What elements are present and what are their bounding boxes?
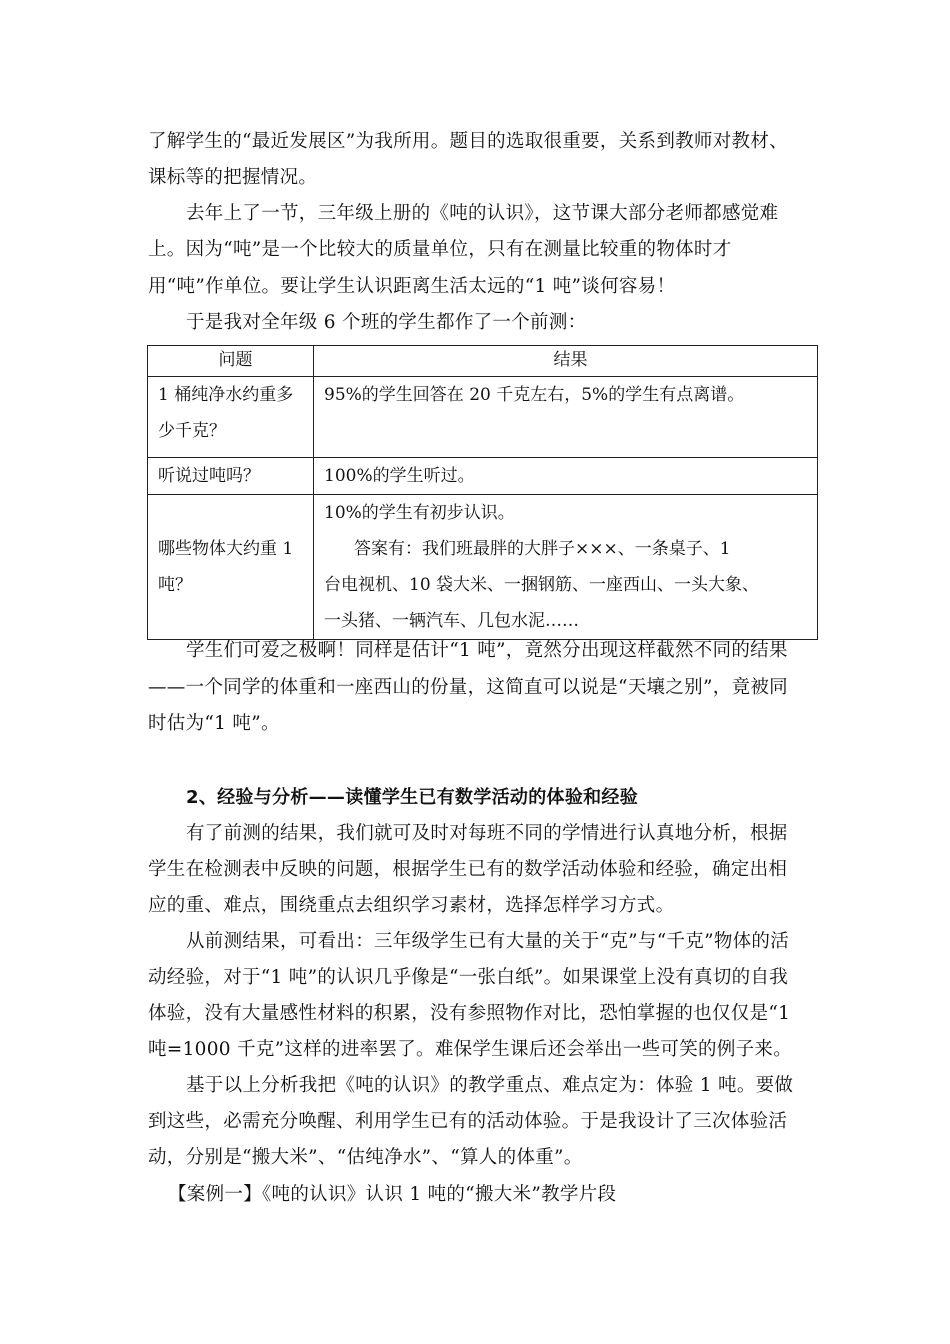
result-cell (314, 458, 818, 495)
text-line: 学生们可爱之极啊！同样是估计“1 吨”，竟然分出现这样截然不同的结果 (186, 640, 788, 661)
result-cell (314, 495, 818, 640)
section-heading: 2、经验与分析——读懂学生已有数学活动的体验和经验 (186, 787, 639, 808)
result-cell (314, 377, 818, 458)
text-line: 去年上了一节，三年级上册的《吨的认识》，这节课大部分老师都感觉难 (186, 203, 779, 224)
text-line: 时估为“1 吨”。 (148, 713, 280, 734)
question-cell (148, 495, 314, 640)
question-cell (148, 377, 314, 458)
text-line: 体验，没有大量感性材料的积累，没有参照物作对比，恐怕掌握的也仅仅是“1 (148, 1003, 791, 1024)
table-row (148, 495, 818, 640)
header-result: 结果 (314, 346, 818, 377)
text-line: 从前测结果，可看出：三年级学生已有大量的关于“克”与“千克”物体的活 (186, 931, 790, 952)
text-line: 吨=1000 千克”这样的进率罢了。难保学生课后还会举出一些可笑的例子来。 (148, 1039, 793, 1060)
question-line: 1 桶纯净水约重多 (158, 385, 294, 405)
text-line: 课标等的把握情况。 (148, 167, 318, 188)
header-question: 问题 (148, 346, 314, 377)
result-line: 100%的学生听过。 (324, 466, 475, 486)
table-header-row (148, 346, 818, 377)
pretest-table (147, 345, 818, 640)
table-row (148, 377, 818, 458)
text-line: 应的重、难点，围绕重点去组织学习素材，选择怎样学习方式。 (148, 895, 675, 916)
text-line: 学生在检测表中反映的问题，根据学生已有的数学活动体验和经验，确定出相 (148, 859, 788, 880)
question-line: 哪些物体大约重 1 (158, 539, 294, 559)
case-title: 【案例一】《吨的认识》认识 1 吨的“搬大米”教学片段 (168, 1184, 617, 1205)
result-line: 95%的学生回答在 20 千克左右，5%的学生有点离谱。 (324, 385, 745, 405)
result-line: 答案有：我们班最胖的大胖子×××、一条桌子、1 (354, 539, 731, 559)
text-line: 基于以上分析我把《吨的认识》的教学重点、难点定为：体验 1 吨。要做 (186, 1075, 794, 1096)
question-line: 吨？ (158, 575, 192, 595)
text-line: 有了前测的结果，我们就可及时对每班不同的学情进行认真地分析，根据 (186, 823, 788, 844)
text-line: 动，分别是“搬大米”、“估纯净水”、“算人的体重”。 (148, 1147, 583, 1168)
text-line: 到这些，必需充分唤醒、利用学生已有的活动体验。于是我设计了三次体验活 (148, 1111, 788, 1132)
result-line: 台电视机、10 袋大米、一捆钢筋、一座西山、一头大象、 (324, 575, 760, 595)
question-line: 少千克？ (158, 421, 226, 441)
text-line: 上。因为“吨”是一个比较大的质量单位，只有在测量比较重的物体时才 (148, 239, 732, 260)
question-line: 听说过吨吗？ (158, 466, 260, 486)
table-row (148, 458, 818, 495)
text-line: 于是我对全年级 6 个班的学生都作了一个前测： (186, 312, 587, 333)
text-line: ——一个同学的体重和一座西山的份量，这简直可以说是“天壤之别”，竟被同 (148, 677, 788, 698)
text-line: 用“吨”作单位。要让学生认识距离生活太远的“1 吨”谈何容易！ (148, 276, 676, 297)
result-line: 10%的学生有初步认识。 (324, 503, 515, 523)
text-line: 了解学生的“最近发展区”为我所用。题目的选取很重要，关系到教师对教材、 (148, 131, 788, 152)
text-line: 动经验，对于“1 吨”的认识几乎像是“一张白纸”。如果课堂上没有真切的自我 (148, 967, 789, 988)
question-cell (148, 458, 314, 495)
result-line: 一头猪、一辆汽车、几包水泥…… (324, 611, 579, 631)
